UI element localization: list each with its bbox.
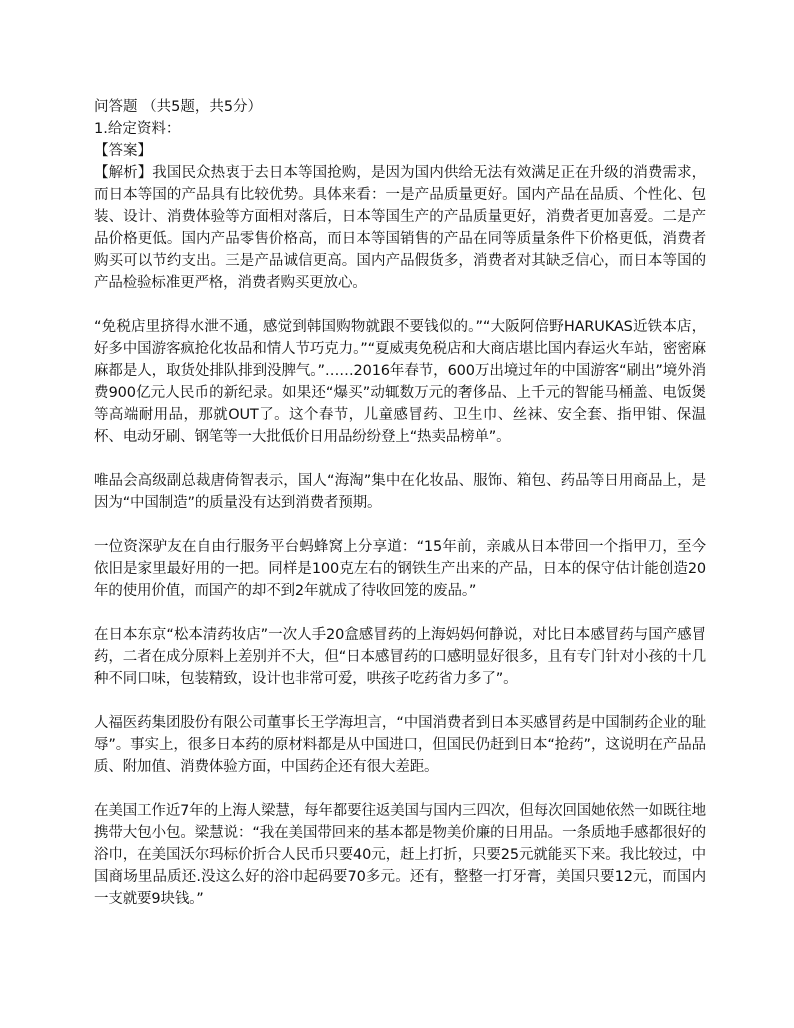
material-paragraph-6: 在美国工作近7年的上海人梁慧，每年都要往返美国与国内三四次，但每次回国她依然一如既往地携带大包小包。梁慧说：“我在美国带回来的基本都是物美价廉的日用品。一条质地手感都很好的浴巾，在美国沃尔玛标价折合人民币只要40元，赶上打折，只要25元就能买下来。我比较过，中国商场里品质还.没这么好的浴巾起码要70多元。还有，整整一打牙膏，美国只要12元，而国内一支就要9块钱。” (94, 803, 706, 907)
material-paragraph-2: 唯品会高级副总裁唐倚智表示，国人“海淘”集中在化妆品、服饰、箱包、药品等日用商品上，是因为“中国制造”的质量没有达到消费者预期。 (94, 473, 706, 511)
material-paragraph-4: 在日本东京“松本清药妆店”一次人手20盒感冒药的上海妈妈何静说，对比日本感冒药与国产感冒药，二者在成分原料上差别并不大，但“日本感冒药的口感明显好很多，且有专门针对小孩的十几种不同口味，包装精致，设计也非常可爱，哄孩子吃药省力多了”。 (94, 627, 706, 687)
analysis-paragraph: 【解析】我国民众热衷于去日本等国抢购，是因为国内供给无法有效满足正在升级的消费需求，而日本等国的产品具有比较优势。具体来看：一是产品质量更好。国内产品在品质、个性化、包装、设计、消费体验等方面相对落后，日本等国生产的产品质量更好，消费者更加喜爱。二是产品价格更低。国内产品零售价格高，而日本等国销售的产品在同等质量条件下价格更低，消费者购买可以节约支出。三是产品诚信更高。国内产品假货多，消费者对其缺乏信心，而日本等国的产品检验标准更严格，消费者购买更放心。 (94, 165, 706, 291)
answer-label: 【答案】 (94, 143, 152, 159)
material-paragraph-1: “免税店里挤得水泄不通，感觉到韩国购物就跟不要钱似的。”“大阪阿倍野HARUKAS近铁本店，好多中国游客疯抢化妆品和情人节巧克力。”“夏威夷免税店和大商店堪比国内春运火车站，密密麻麻都是人，取货处排队排到没脾气。”……2016年春节，600万出境过年的中国游客“刷出”境外消费900亿元人民币的新纪录。如果还“爆买”动辄数万元的奢侈品、上千元的智能马桶盖、电饭煲等高端耐用品，那就OUT了。这个春节，儿童感冒药、卫生巾、丝袜、安全套、指甲钳、保温杯、电动牙刷、钢笔等一大批低价日用品纷纷登上“热卖品榜单”。 (94, 319, 706, 445)
question-title: 1.给定资料： (94, 121, 181, 137)
document-page (94, 96, 706, 910)
material-paragraph-5: 人福医药集团股份有限公司董事长王学海坦言，“中国消费者到日本买感冒药是中国制药企业的耻辱”。事实上，很多日本药的原材料都是从中国进口，但国民仍赶到日本“抢药”，这说明在产品品质、附加值、消费体验方面，中国药企还有很大差距。 (94, 715, 706, 775)
section-title: 问答题 （共5题，共5分） (94, 99, 263, 115)
material-paragraph-3: 一位资深驴友在自由行服务平台蚂蜂窝上分享道：“15年前，亲戚从日本带回一个指甲刀，至今依旧是家里最好用的一把。同样是100克左右的钢铁生产出来的产品，日本的保守估计能创造20年的使用价值，而国产的却不到2年就成了待收回笼的废品。” (94, 539, 706, 599)
